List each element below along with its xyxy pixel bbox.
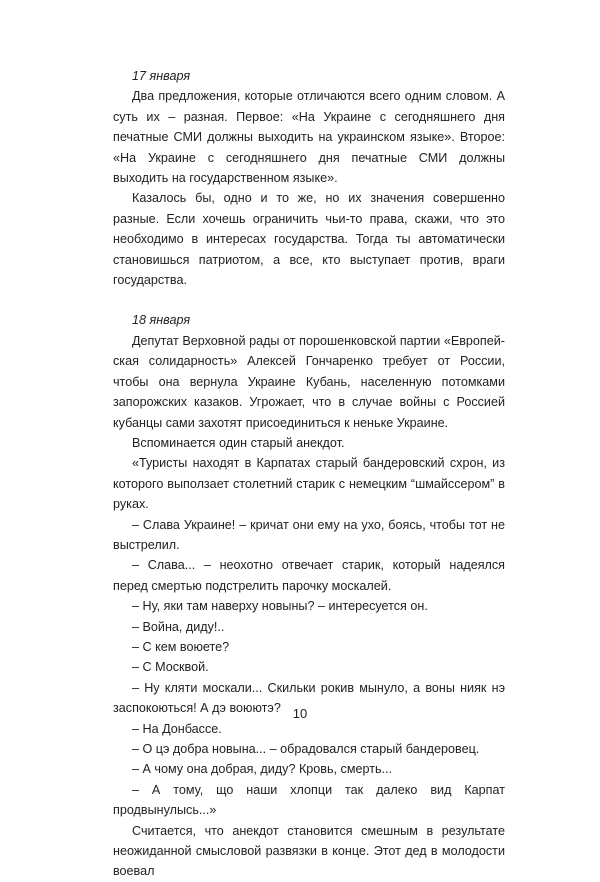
dialogue-line: – С Москвой. <box>132 660 209 675</box>
paragraph: Вспоминается один старый анекдот. <box>132 435 345 450</box>
paragraph: «Туристы находят в Карпатах старый бандеровский схрон, из которого выползает столетний старик с немецким “шмайссером” в руках. <box>113 456 505 512</box>
dialogue-line: – А чому она добрая, диду? Кровь, смерть... <box>132 762 393 777</box>
entry-date: 18 января <box>132 313 191 328</box>
paragraph: Считается, что анекдот становится смешным в результате неожиданной смысловой развязки в конце. Этот дед в молодости воевал <box>113 823 505 879</box>
paragraph: Казалось бы, одно и то же, но их значения совершенно разные. Если хочешь ограничить чьи-то права, скажи, что это необходимо в интересах государства. Тогда ты автоматически становишься патриотом, а все, кто выступает против, враги государства. <box>113 191 505 288</box>
dialogue-line: – С кем воюете? <box>132 639 230 654</box>
paragraph: Два предложения, которые отличаются всего одним словом. А суть их – разная. Первое: «На Украине с сегодняшнего дня печатные СМИ должны выходить на украинском языке». Второе: «На Украине с сегодняшнего дня печатные СМИ должны выходить на государственном языке». <box>113 89 505 186</box>
dialogue-line: – Слава Украине! – кричат они ему на ухо, боясь, чтобы тот не выстрелил. <box>113 517 505 552</box>
dialogue-line: – О цэ добра новына... – обрадовался старый бандеровец. <box>132 742 480 756</box>
entry-date: 17 января <box>132 69 191 83</box>
dialogue-line: – А тому, що наши хлопци так далеко вид Карпат продвынулысь...» <box>113 782 505 818</box>
diary-entry-17-january <box>113 66 505 290</box>
page-number: 10 <box>292 706 308 721</box>
dialogue-line: – Ну, яки там наверху новыны? – интересуется он. <box>132 599 428 614</box>
dialogue-line: – Слава... – неохотно отвечает старик, который надеялся перед смертью подстрелить парочку москалей. <box>113 558 505 593</box>
dialogue-line: – На Донбассе. <box>132 721 222 736</box>
page-content <box>113 66 505 882</box>
dialogue-line: – Ну кляти москали... Скильки рокив мынуло, а воны нияк нэ заспокоються! А дэ воюютэ? <box>113 680 505 716</box>
diary-entry-18-january <box>113 310 505 881</box>
paragraph: Депутат Верховной рады от порошенковской партии «Европейская солидарность» Алексей Гончаренко требует от России, чтобы она вернула Украине Кубань, населенную потомками запорожских казаков. Угрожает, что в случае войны с Россией кубанцы сами захотят присоединиться к неньке Украине. <box>113 333 505 430</box>
dialogue-line: – Война, диду!.. <box>132 619 225 634</box>
